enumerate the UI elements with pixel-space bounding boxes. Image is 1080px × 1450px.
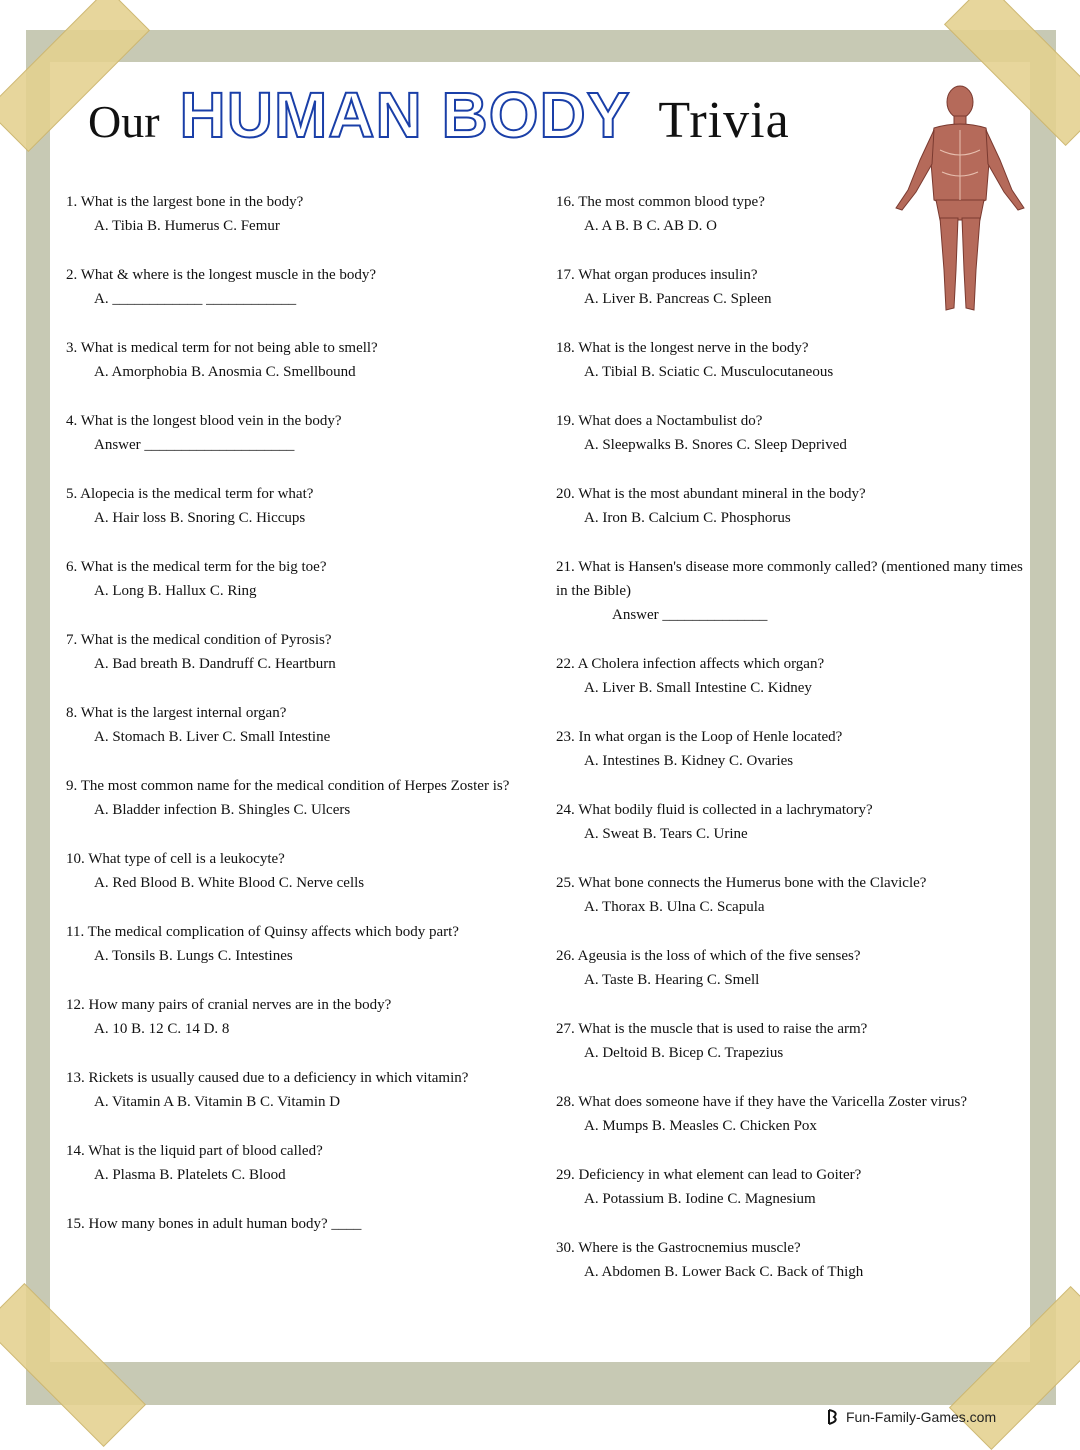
answer-options: A. Taste B. Hearing C. Smell bbox=[584, 972, 760, 988]
question-text: 19. What does a Noctambulist do? bbox=[556, 413, 763, 429]
question-text: 20. What is the most abundant mineral in the body? bbox=[556, 486, 866, 502]
footer-text: Fun-Family-Games.com bbox=[846, 1409, 997, 1425]
question-item bbox=[556, 798, 1036, 846]
question-text: 5. Alopecia is the medical term for what? bbox=[66, 486, 314, 502]
question-text: 21. What is Hansen's disease more commonly called? (mentioned many times in the Bible) bbox=[556, 559, 1023, 599]
question-text: 24. What bodily fluid is collected in a lachrymatory? bbox=[556, 802, 873, 818]
question-text: 11. The medical complication of Quinsy affects which body part? bbox=[66, 924, 459, 940]
footer-credit bbox=[826, 1408, 996, 1426]
question-text: 27. What is the muscle that is used to raise the arm? bbox=[556, 1021, 868, 1037]
answer-options: A. Iron B. Calcium C. Phosphorus bbox=[584, 510, 791, 526]
question-item bbox=[66, 263, 536, 311]
question-item bbox=[556, 336, 1036, 384]
answer-options: A. Mumps B. Measles C. Chicken Pox bbox=[584, 1118, 817, 1134]
question-item bbox=[66, 993, 536, 1041]
question-text: 22. A Cholera infection affects which organ? bbox=[556, 656, 825, 672]
answer-options: A. Red Blood B. White Blood C. Nerve cells bbox=[94, 875, 365, 891]
answer-options: A. Long B. Hallux C. Ring bbox=[94, 583, 257, 599]
question-item bbox=[556, 263, 1036, 311]
question-item bbox=[66, 701, 536, 749]
answer-options: A. Sweat B. Tears C. Urine bbox=[584, 826, 748, 842]
answer-options: A. Stomach B. Liver C. Small Intestine bbox=[94, 729, 331, 745]
question-text: 17. What organ produces insulin? bbox=[556, 267, 758, 283]
question-item bbox=[556, 1236, 1036, 1284]
page-title bbox=[88, 78, 790, 158]
answer-options: A. Bladder infection B. Shingles C. Ulcers bbox=[94, 802, 351, 818]
question-text: 10. What type of cell is a leukocyte? bbox=[66, 851, 285, 867]
question-text: 9. The most common name for the medical condition of Herpes Zoster is? bbox=[66, 778, 510, 794]
answer-options: Answer ______________ bbox=[612, 607, 768, 623]
question-item bbox=[556, 944, 1036, 992]
title-our: Our bbox=[88, 96, 160, 147]
question-item bbox=[66, 555, 536, 603]
answer-options: A. Bad breath B. Dandruff C. Heartburn bbox=[94, 656, 336, 672]
question-text: 16. The most common blood type? bbox=[556, 194, 765, 210]
answer-options: A. Tibia B. Humerus C. Femur bbox=[94, 218, 280, 234]
question-item bbox=[556, 555, 1036, 627]
answer-options: A. Sleepwalks B. Snores C. Sleep Deprived bbox=[584, 437, 847, 453]
answer-options: A. A B. B C. AB D. O bbox=[584, 218, 717, 234]
question-text: 4. What is the longest blood vein in the body? bbox=[66, 413, 342, 429]
answer-options: A. Plasma B. Platelets C. Blood bbox=[94, 1167, 286, 1183]
question-text: 23. In what organ is the Loop of Henle located? bbox=[556, 729, 843, 745]
answer-options: A. Vitamin A B. Vitamin B C. Vitamin D bbox=[94, 1094, 341, 1110]
answer-options: A. Liver B. Pancreas C. Spleen bbox=[584, 291, 772, 307]
question-text: 12. How many pairs of cranial nerves are in the body? bbox=[66, 997, 392, 1013]
title-human-body: HUMAN BODY bbox=[179, 79, 631, 151]
question-item bbox=[66, 1139, 536, 1187]
question-item bbox=[66, 1066, 536, 1114]
title-trivia: Trivia bbox=[658, 92, 790, 149]
question-item bbox=[66, 628, 536, 676]
answer-options: A. Thorax B. Ulna C. Scapula bbox=[584, 899, 765, 915]
answer-options: A. Hair loss B. Snoring C. Hiccups bbox=[94, 510, 306, 526]
question-item bbox=[556, 871, 1036, 919]
question-text: 30. Where is the Gastrocnemius muscle? bbox=[556, 1240, 801, 1256]
question-item bbox=[66, 409, 536, 457]
question-item bbox=[66, 920, 536, 968]
question-text: 25. What bone connects the Humerus bone with the Clavicle? bbox=[556, 875, 927, 891]
question-item bbox=[66, 847, 536, 895]
question-text: 26. Ageusia is the loss of which of the five senses? bbox=[556, 948, 861, 964]
questions-left-column bbox=[66, 190, 536, 1261]
question-item bbox=[66, 336, 536, 384]
question-text: 18. What is the longest nerve in the body? bbox=[556, 340, 809, 356]
question-text: 1. What is the largest bone in the body? bbox=[66, 194, 304, 210]
answer-options: A. ____________ ____________ bbox=[94, 291, 297, 307]
question-item bbox=[556, 1163, 1036, 1211]
question-text: 29. Deficiency in what element can lead to Goiter? bbox=[556, 1167, 862, 1183]
question-text: 6. What is the medical term for the big toe? bbox=[66, 559, 327, 575]
question-item bbox=[556, 409, 1036, 457]
question-item bbox=[556, 652, 1036, 700]
answer-options: A. Potassium B. Iodine C. Magnesium bbox=[584, 1191, 816, 1207]
question-text: 7. What is the medical condition of Pyrosis? bbox=[66, 632, 332, 648]
question-item bbox=[556, 1017, 1036, 1065]
answer-options: A. Abdomen B. Lower Back C. Back of Thigh bbox=[584, 1264, 864, 1280]
answer-options: A. Deltoid B. Bicep C. Trapezius bbox=[584, 1045, 784, 1061]
question-text: 8. What is the largest internal organ? bbox=[66, 705, 287, 721]
question-text: 2. What & where is the longest muscle in the body? bbox=[66, 267, 377, 283]
question-item bbox=[66, 1212, 536, 1236]
question-item bbox=[556, 190, 1036, 238]
question-item bbox=[556, 482, 1036, 530]
answer-options: Answer ____________________ bbox=[94, 437, 295, 453]
question-item bbox=[66, 482, 536, 530]
logo-icon bbox=[826, 1408, 842, 1426]
question-text: 13. Rickets is usually caused due to a deficiency in which vitamin? bbox=[66, 1070, 469, 1086]
question-item bbox=[556, 725, 1036, 773]
question-text: 3. What is medical term for not being able to smell? bbox=[66, 340, 378, 356]
question-text: 14. What is the liquid part of blood called? bbox=[66, 1143, 323, 1159]
answer-options: A. Amorphobia B. Anosmia C. Smellbound bbox=[94, 364, 356, 380]
answer-options: A. Tonsils B. Lungs C. Intestines bbox=[94, 948, 293, 964]
answer-options: A. 10 B. 12 C. 14 D. 8 bbox=[94, 1021, 230, 1037]
answer-options: A. Intestines B. Kidney C. Ovaries bbox=[584, 753, 794, 769]
question-text: 15. How many bones in adult human body? ____ bbox=[66, 1216, 362, 1232]
answer-options: A. Liver B. Small Intestine C. Kidney bbox=[584, 680, 812, 696]
question-item bbox=[66, 190, 536, 238]
question-item bbox=[556, 1090, 1036, 1138]
answer-options: A. Tibial B. Sciatic C. Musculocutaneous bbox=[584, 364, 834, 380]
question-item bbox=[66, 774, 536, 822]
questions-right-column bbox=[556, 190, 1036, 1309]
question-text: 28. What does someone have if they have the Varicella Zoster virus? bbox=[556, 1094, 967, 1110]
